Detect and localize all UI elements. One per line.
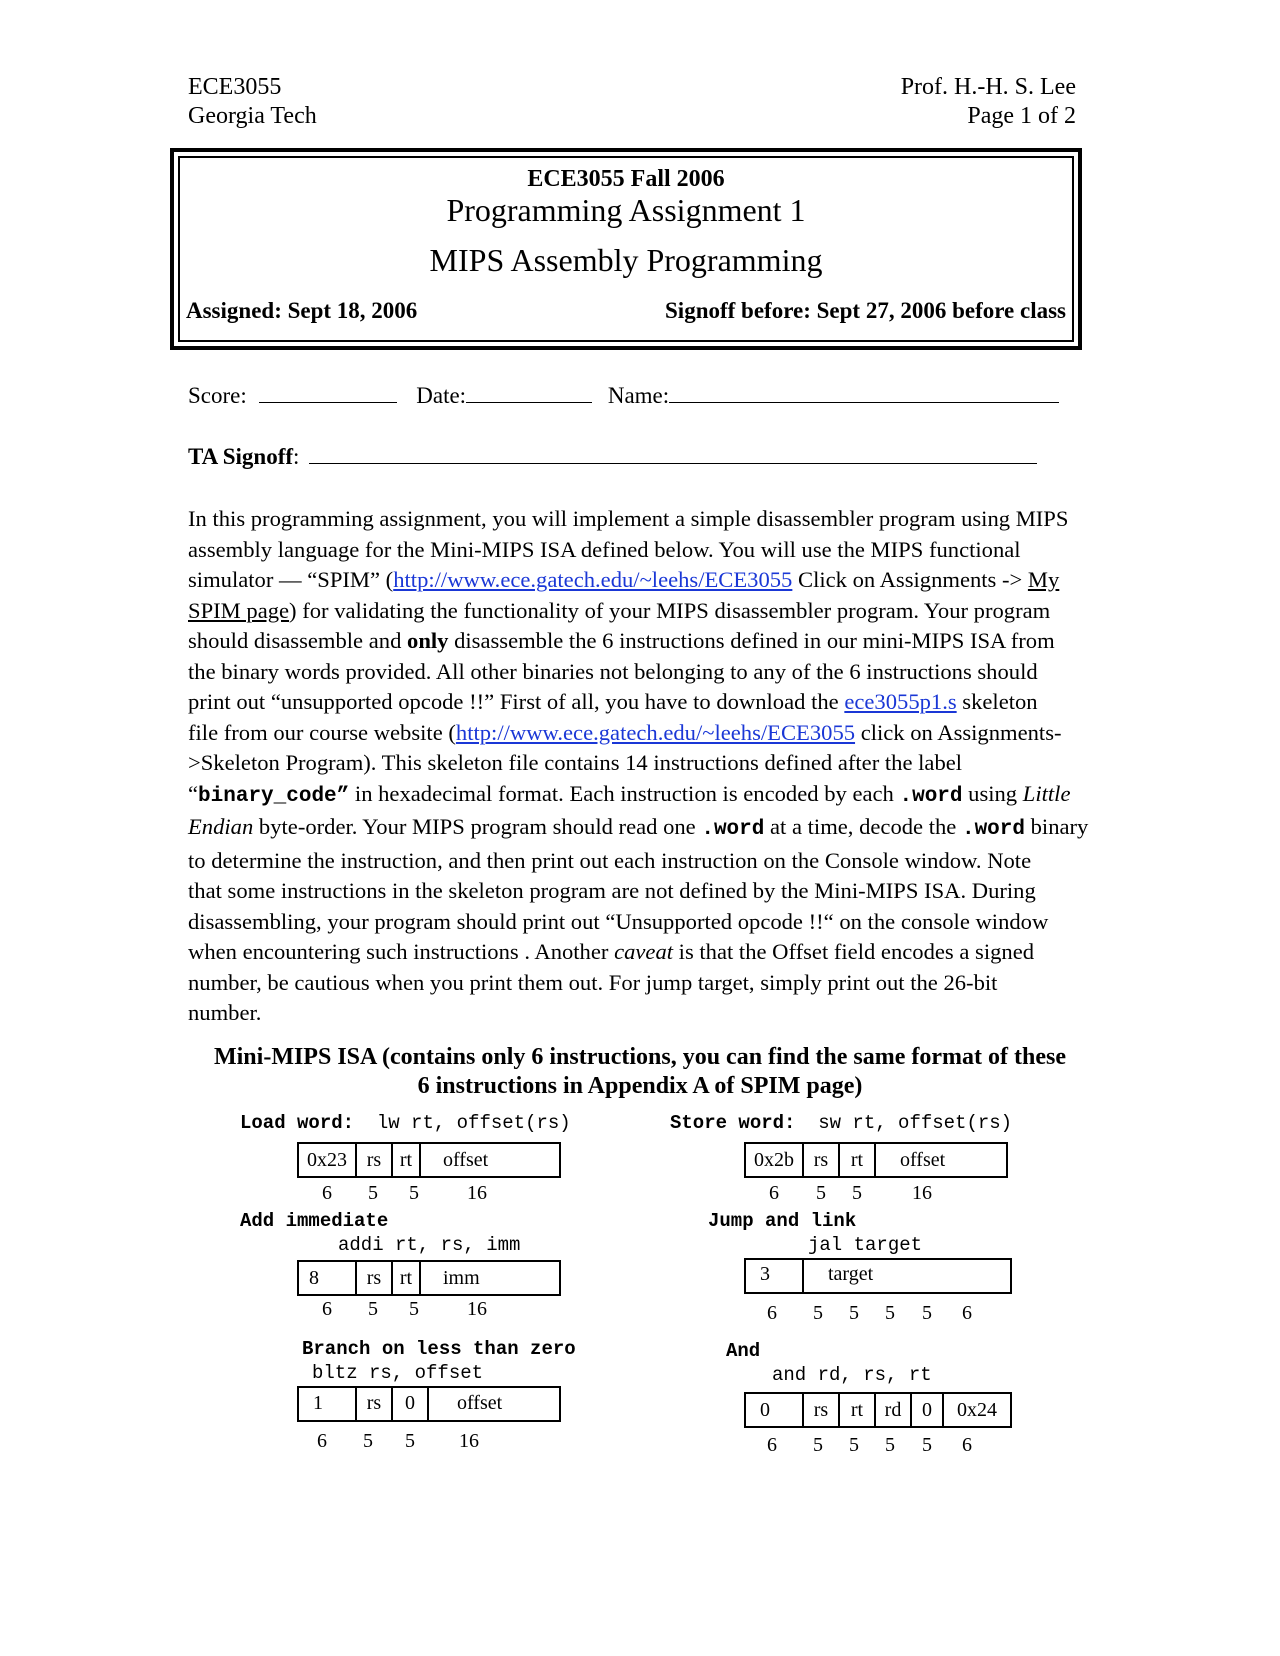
text-fragment: click on Assignments- [855, 719, 1062, 745]
bit-width: 5 [849, 1434, 859, 1456]
bit-width: 5 [885, 1302, 895, 1324]
intro-paragraph [188, 504, 1088, 1029]
addi-heading [240, 1210, 388, 1232]
and-heading [726, 1340, 760, 1362]
bit-width: 5 [849, 1302, 859, 1324]
bit-width: 5 [363, 1430, 373, 1452]
and-format [744, 1392, 1012, 1428]
text-fragment: 6 instructions in Appendix A of SPIM page) [417, 1073, 863, 1099]
field-cell: rt [840, 1144, 876, 1176]
text-fragment: Mini-MIPS ISA (contains only 6 instructions, you can find the same format of these [213, 1044, 1066, 1070]
field-cell: 0x24 [957, 1399, 997, 1421]
text-fragment: .word [701, 818, 765, 841]
assignment-title: Programming Assignment 1 [446, 192, 806, 228]
intro-line [188, 812, 1088, 846]
field-cell: rs [357, 1262, 393, 1294]
text-fragment: Add immediate [240, 1210, 389, 1232]
bit-width: 5 [409, 1182, 419, 1204]
spim-page-link[interactable]: SPIM page [188, 597, 290, 623]
text-fragment: Click on Assignments -> [792, 567, 1028, 592]
field-cell: 1 [299, 1388, 357, 1420]
bit-width: 5 [885, 1434, 895, 1456]
bit-width: 6 [962, 1302, 972, 1324]
addi-format [297, 1260, 561, 1296]
my-spim-page-link[interactable]: My [1027, 567, 1060, 592]
text-fragment: .word [899, 784, 963, 808]
intro-line: the binary words provided. All other binaries not belonging to any of the 6 instructions should [188, 658, 1038, 684]
bit-width: 5 [852, 1182, 862, 1204]
date-field[interactable] [466, 382, 592, 403]
text-fragment: file from our course website ( [188, 719, 456, 745]
bit-width: 6 [322, 1182, 332, 1204]
assigned-date: Assigned: Sept 18, 2006 [186, 298, 418, 323]
field-cell: rt [393, 1144, 421, 1176]
bit-width: 5 [816, 1182, 826, 1204]
professor-name: Prof. H.-H. S. Lee [900, 74, 1076, 100]
text-fragment: skeleton [956, 689, 1038, 714]
assignment-subject: MIPS Assembly Programming [429, 242, 823, 278]
bit-width: 5 [813, 1302, 823, 1324]
field-cell: 0 [746, 1394, 804, 1426]
text-fragment: Jump and link [708, 1210, 857, 1232]
text-fragment: binary_code” [198, 784, 350, 808]
text-fragment: lw rt, offset(rs) [365, 1112, 571, 1134]
field-cell: rs [804, 1394, 840, 1426]
bit-width: 16 [459, 1430, 479, 1452]
text-fragment: byte-order. Your MIPS program should read one [253, 814, 702, 839]
field-cell: target [828, 1263, 874, 1285]
course-website-link[interactable]: http://www.ece.gatech.edu/~leehs/ECE3055 [393, 567, 793, 592]
name-field[interactable] [669, 382, 1059, 403]
jal-syntax: jal target [808, 1234, 923, 1256]
and-syntax: and rd, rs, rt [772, 1364, 932, 1386]
text-fragment: only [407, 628, 449, 653]
field-cell: 3 [746, 1260, 804, 1292]
text-fragment: .word [961, 818, 1025, 841]
field-cell: offset [443, 1149, 489, 1171]
title-box [170, 148, 1082, 350]
text-fragment: ) for validating the functionality of your MIPS disassembler program. Your program [289, 597, 1051, 623]
bit-width: 16 [912, 1182, 932, 1204]
text-fragment: disassemble the 6 instructions defined in our mini-MIPS ISA from [448, 628, 1055, 653]
field-cell: rs [357, 1144, 393, 1176]
text-fragment: “ [188, 780, 199, 806]
skeleton-file-link[interactable]: ece3055p1.s [844, 689, 957, 714]
ta-signoff-row [188, 443, 1037, 470]
course-code: ECE3055 [188, 74, 282, 100]
intro-line [188, 937, 1088, 968]
bit-width: 6 [769, 1182, 779, 1204]
isa-title [180, 1043, 1100, 1101]
text-fragment: using [962, 780, 1023, 806]
course-term: ECE3055 Fall 2006 [527, 166, 725, 192]
text-fragment: binary [1024, 814, 1089, 839]
bit-width: 5 [368, 1298, 378, 1320]
signoff-date: Signoff before: Sept 27, 2006 before class [665, 298, 1066, 323]
intro-line: to determine the instruction, and then print out each instruction on the Console window. Note [188, 847, 1032, 873]
intro-line [188, 565, 1088, 596]
score-field[interactable] [259, 382, 397, 403]
sw-format [744, 1142, 1008, 1178]
bit-width: 6 [767, 1434, 777, 1456]
ta-signoff-field[interactable] [309, 443, 1037, 464]
field-cell: imm [443, 1267, 480, 1289]
bit-width: 6 [767, 1302, 777, 1324]
intro-line: assembly language for the Mini-MIPS ISA defined below. You will use the MIPS functional [188, 536, 1021, 562]
bit-width: 5 [922, 1434, 932, 1456]
text-fragment: simulator — “SPIM” ( [188, 567, 394, 592]
field-cell: rs [804, 1144, 840, 1176]
score-date-name-row [188, 382, 1059, 409]
field-cell: 8 [299, 1262, 357, 1294]
bit-width: 5 [922, 1302, 932, 1324]
field-cell: 0x2b [746, 1144, 804, 1176]
field-cell: rd [876, 1394, 912, 1426]
text-fragment: caveat [614, 939, 674, 964]
intro-line: number, be cautious when you print them out. For jump target, simply print out the 26-bit [188, 969, 998, 995]
school-name: Georgia Tech [188, 103, 317, 129]
bit-width: 5 [813, 1434, 823, 1456]
bltz-format [297, 1386, 561, 1422]
score-label: Score: [188, 383, 247, 408]
ta-signoff-label: TA Signoff [188, 444, 294, 469]
text-fragment: at a time, decode the [764, 814, 962, 839]
text-fragment: Endian [188, 814, 254, 839]
bit-width: 16 [467, 1182, 487, 1204]
name-label: Name: [607, 383, 670, 408]
field-cell: 0x23 [299, 1144, 357, 1176]
field-cell: 0 [912, 1394, 944, 1426]
intro-line: number. [188, 1000, 262, 1025]
text-fragment: when encountering such instructions . Another [188, 939, 615, 964]
bit-width: 6 [962, 1434, 972, 1456]
lw-format [297, 1142, 561, 1178]
intro-line [188, 596, 1088, 627]
intro-line: In this programming assignment, you will implement a simple disassembler program using MIPS [188, 506, 1069, 531]
intro-line: >Skeleton Program). This skeleton file contains 14 instructions defined after the label [188, 750, 963, 775]
bit-width: 5 [409, 1298, 419, 1320]
intro-line [188, 718, 1088, 749]
date-label: Date: [416, 383, 467, 408]
text-fragment: print out “unsupported opcode !!” First of all, you have to download the [188, 689, 845, 714]
intro-line: that some instructions in the skeleton program are not defined by the Mini-MIPS ISA. During [188, 878, 1036, 903]
bit-width: 16 [467, 1298, 487, 1320]
field-cell: rt [840, 1394, 876, 1426]
field-cell: 0 [393, 1388, 429, 1420]
page-number: Page 1 of 2 [967, 103, 1076, 129]
lw-heading [240, 1112, 571, 1134]
text-fragment: Branch on less than zero [302, 1338, 576, 1360]
intro-line: disassembling, your program should print out “Unsupported opcode !!“ on the console window [188, 908, 1049, 934]
field-cell: rt [393, 1262, 421, 1294]
field-cell: offset [457, 1392, 503, 1414]
bit-width: 6 [322, 1298, 332, 1320]
jal-format [744, 1258, 1012, 1294]
course-website-link-2[interactable]: http://www.ece.gatech.edu/~leehs/ECE3055 [455, 719, 856, 745]
text-fragment: Store word: [670, 1112, 796, 1134]
bit-width: 5 [368, 1182, 378, 1204]
sw-heading [670, 1112, 1012, 1134]
addi-syntax: addi rt, rs, imm [338, 1234, 521, 1256]
ta-colon: : [293, 444, 300, 469]
field-cell: rs [357, 1388, 393, 1420]
jal-heading [708, 1210, 856, 1232]
text-fragment: And [726, 1340, 761, 1362]
intro-line [188, 779, 1088, 813]
bltz-heading [302, 1338, 576, 1360]
text-fragment: Load word: [240, 1112, 355, 1134]
text-fragment: should disassemble and [188, 628, 408, 653]
text-fragment: in hexadecimal format. Each instruction is encoded by each [349, 780, 900, 806]
bltz-syntax: bltz rs, offset [312, 1362, 484, 1384]
text-fragment: sw rt, offset(rs) [806, 1112, 1013, 1134]
bit-width: 6 [317, 1430, 327, 1452]
intro-line [188, 626, 1088, 657]
text-fragment: is that the Offset field encodes a signed [673, 939, 1035, 964]
text-fragment: Little [1022, 780, 1071, 806]
intro-line [188, 687, 1088, 718]
field-cell: offset [900, 1149, 946, 1171]
bit-width: 5 [405, 1430, 415, 1452]
